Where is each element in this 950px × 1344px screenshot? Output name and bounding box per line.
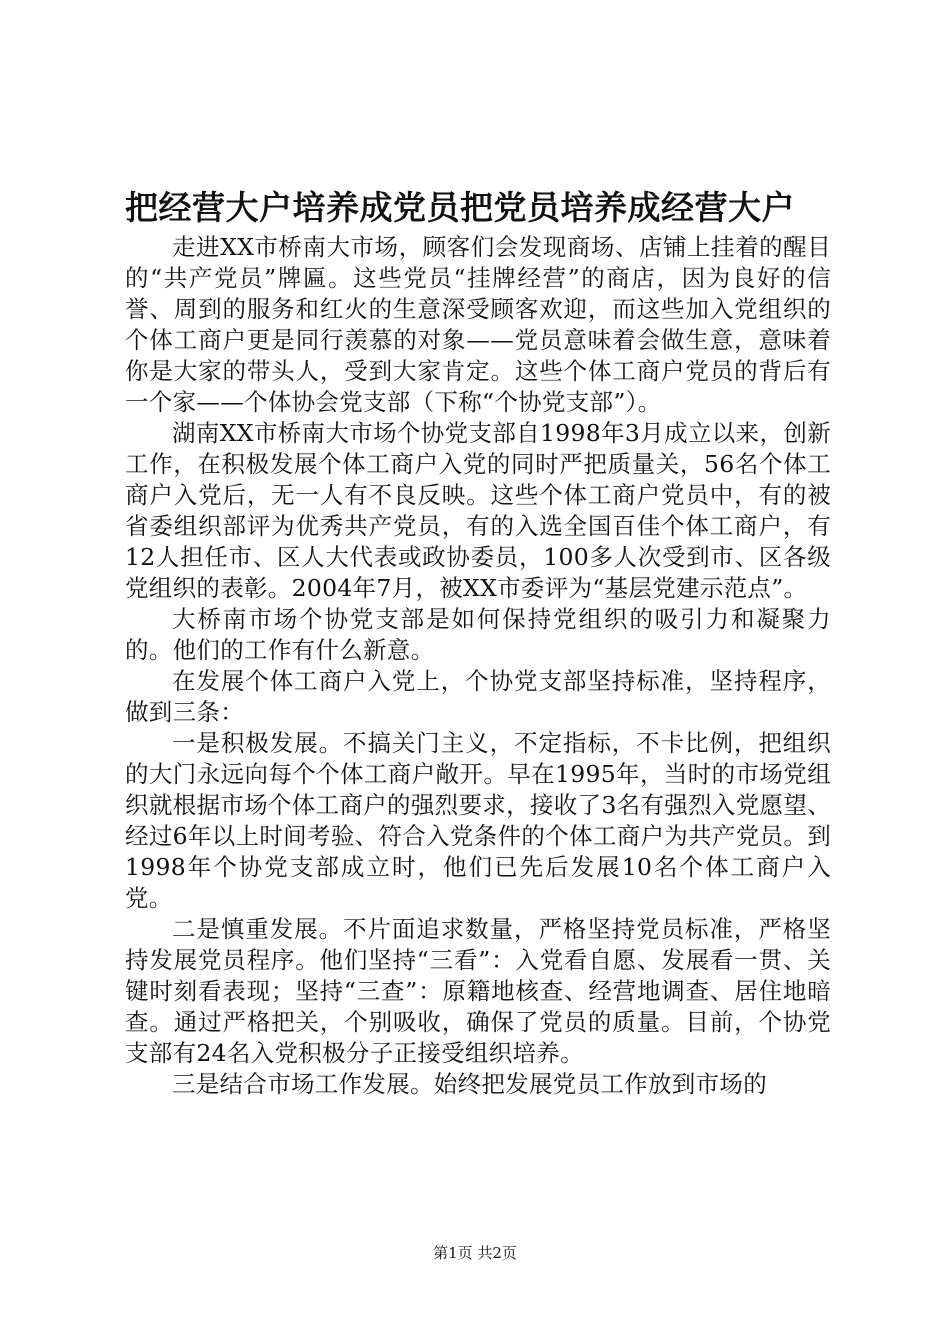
paragraph-3: 大桥南市场个协党支部是如何保持党组织的吸引力和凝聚力的。他们的工作有什么新意。	[125, 605, 831, 664]
page-number-footer: 第1页 共2页	[433, 1244, 517, 1262]
document-body	[125, 232, 831, 1100]
document-title: 把经营大户培养成党员把党员培养成经营大户	[125, 188, 795, 227]
paragraph-4: 在发展个体工商户入党上，个协党支部坚持标准，坚持程序，做到三条：	[125, 667, 831, 726]
paragraph-5: 一是积极发展。不搞关门主义，不定指标，不卡比例，把组织的大门永远向每个个体工商户敞开。早在1995年，当时的市场党组织就根据市场个体工商户的强烈要求，接收了3名有强烈入党愿望、经过6年以上时间考验、符合入党条件的个体工商户为共产党员。到1998年个协党支部成立时，他们已先后发展10名个体工商户入党。	[125, 729, 831, 912]
paragraph-2: 湖南XX市桥南大市场个协党支部自1998年3月成立以来，创新工作，在积极发展个体工商户入党的同时严把质量关，56名个体工商户入党后，无一人有不良反映。这些个体工商户党员中，有的被省委组织部评为优秀共产党员，有的入选全国百佳个体工商户，有12人担任市、区人大代表或政协委员，100多人次受到市、区各级党组织的表彰。2004年7月，被XX市委评为“基层党建示范点”。	[125, 419, 831, 602]
paragraph-6: 二是慎重发展。不片面追求数量，严格坚持党员标准，严格坚持发展党员程序。他们坚持“三看”：入党看自愿、发展看一贯、关键时刻看表现；坚持“三查”：原籍地核查、经营地调查、居住地暗查。通过严格把关，个别吸收，确保了党员的质量。目前，个协党支部有24名入党积极分子正接受组织培养。	[125, 915, 831, 1067]
paragraph-7: 三是结合市场工作发展。始终把发展党员工作放到市场的	[172, 1070, 767, 1098]
paragraph-1: 走进XX市桥南大市场，顾客们会发现商场、店铺上挂着的醒目的“共产党员”牌匾。这些党员“挂牌经营”的商店，因为良好的信誉、周到的服务和红火的生意深受顾客欢迎，而这些加入党组织的个体工商户更是同行羡慕的对象——党员意味着会做生意，意味着你是大家的带头人，受到大家肯定。这些个体工商户党员的背后有一个家——个体协会党支部（下称“个协党支部”）。	[125, 233, 831, 416]
